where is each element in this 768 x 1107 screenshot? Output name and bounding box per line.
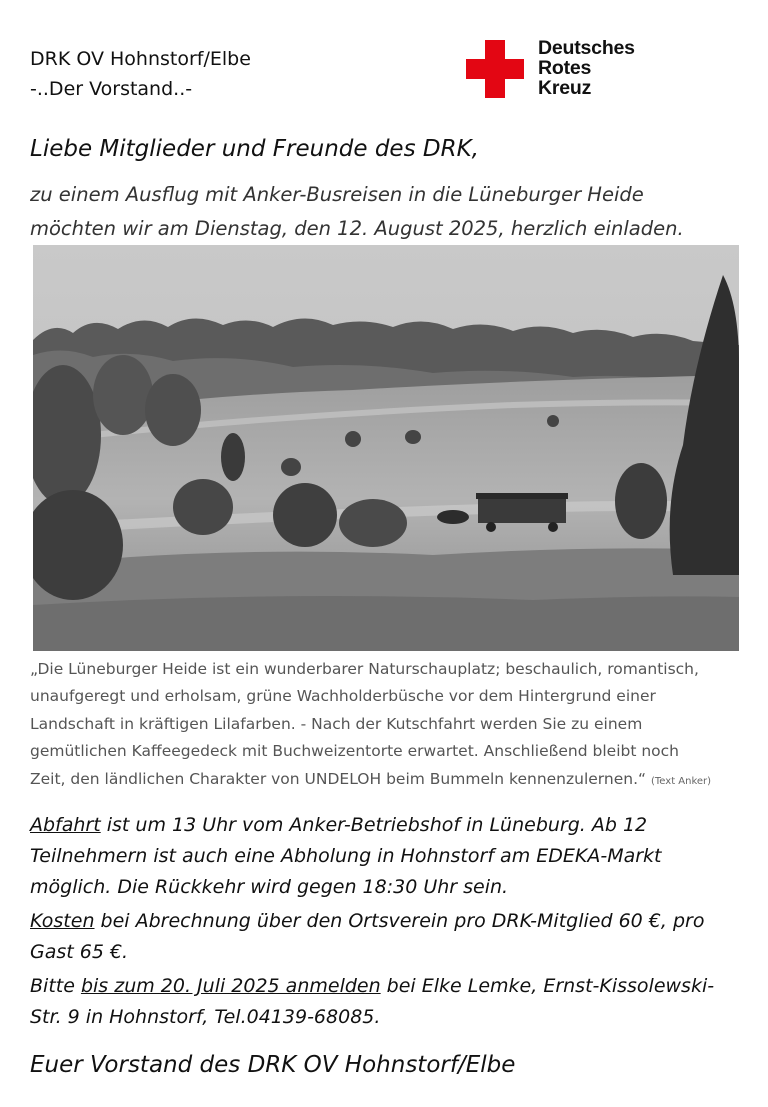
quote-last-line: Zeit, den ländlichen Charakter von UNDELOH beim Bummeln kennenzulernen.“: [30, 769, 647, 788]
greeting-heading: Liebe Mitglieder und Freunde des DRK,: [30, 136, 479, 162]
registration-prefix: Bitte: [30, 975, 81, 997]
heath-landscape-photo: [33, 245, 739, 651]
registration-deadline: bis zum 20. Juli 2025 anmelden: [80, 975, 381, 997]
quote-credit: (Text Anker): [650, 775, 712, 787]
registration-text: bei Elke Lemke, Ernst-Kissolewski-: [380, 975, 715, 997]
intro-text: [30, 178, 750, 246]
org-name: DRK OV Hohnstorf/Elbe: [30, 48, 251, 70]
quote-block: [30, 656, 765, 795]
logo-line: Deutsches: [538, 37, 635, 59]
departure-text: möglich. Die Rückkehr wird gegen 18:30 Uhr sein.: [30, 876, 509, 898]
cost-text: bei Abrechnung über den Ortsverein pro DRK-Mitglied 60 €, pro: [94, 910, 705, 932]
logo-wordmark: [538, 38, 635, 98]
departure-text: Teilnehmern ist auch eine Abholung in Hohnstorf am EDEKA-Markt: [30, 845, 662, 867]
registration-text: Str. 9 in Hohnstorf, Tel.04139-68085.: [30, 1006, 381, 1028]
org-header: [30, 44, 251, 104]
quote-line: gemütlichen Kaffeegedeck mit Buchweizentorte erwartet. Anschließend bleibt noch: [30, 742, 680, 761]
red-cross-icon: [466, 40, 524, 98]
departure-label: Abfahrt: [30, 814, 101, 836]
logo-line: Rotes: [538, 57, 592, 79]
cost-label: Kosten: [30, 910, 95, 932]
quote-line: unaufgeregt und erholsam, grüne Wachholderbüsche vor dem Hintergrund einer: [30, 687, 656, 706]
signature: Euer Vorstand des DRK OV Hohnstorf/Elbe: [30, 1052, 516, 1078]
logo-line: Kreuz: [538, 77, 592, 99]
intro-line: möchten wir am Dienstag, den 12. August 2025, herzlich einladen.: [30, 217, 684, 240]
board-line: -..Der Vorstand..-: [30, 78, 193, 100]
quote-line: [30, 766, 765, 795]
cost-text: Gast 65 €.: [30, 941, 129, 963]
departure-paragraph: [30, 810, 750, 903]
cost-paragraph: [30, 906, 750, 968]
quote-line: Landschaft in kräftigen Lilafarben. - Nach der Kutschfahrt werden Sie zu einem: [30, 714, 643, 733]
quote-line: „Die Lüneburger Heide ist ein wunderbarer Naturschauplatz; beschaulich, romantisch,: [30, 660, 699, 678]
drk-logo: [466, 38, 666, 100]
intro-line: zu einem Ausflug mit Anker-Busreisen in die Lüneburger Heide: [30, 183, 644, 206]
event-details: [30, 810, 750, 1036]
registration-paragraph: [30, 971, 750, 1033]
departure-text: ist um 13 Uhr vom Anker-Betriebshof in Lüneburg. Ab 12: [100, 814, 648, 836]
